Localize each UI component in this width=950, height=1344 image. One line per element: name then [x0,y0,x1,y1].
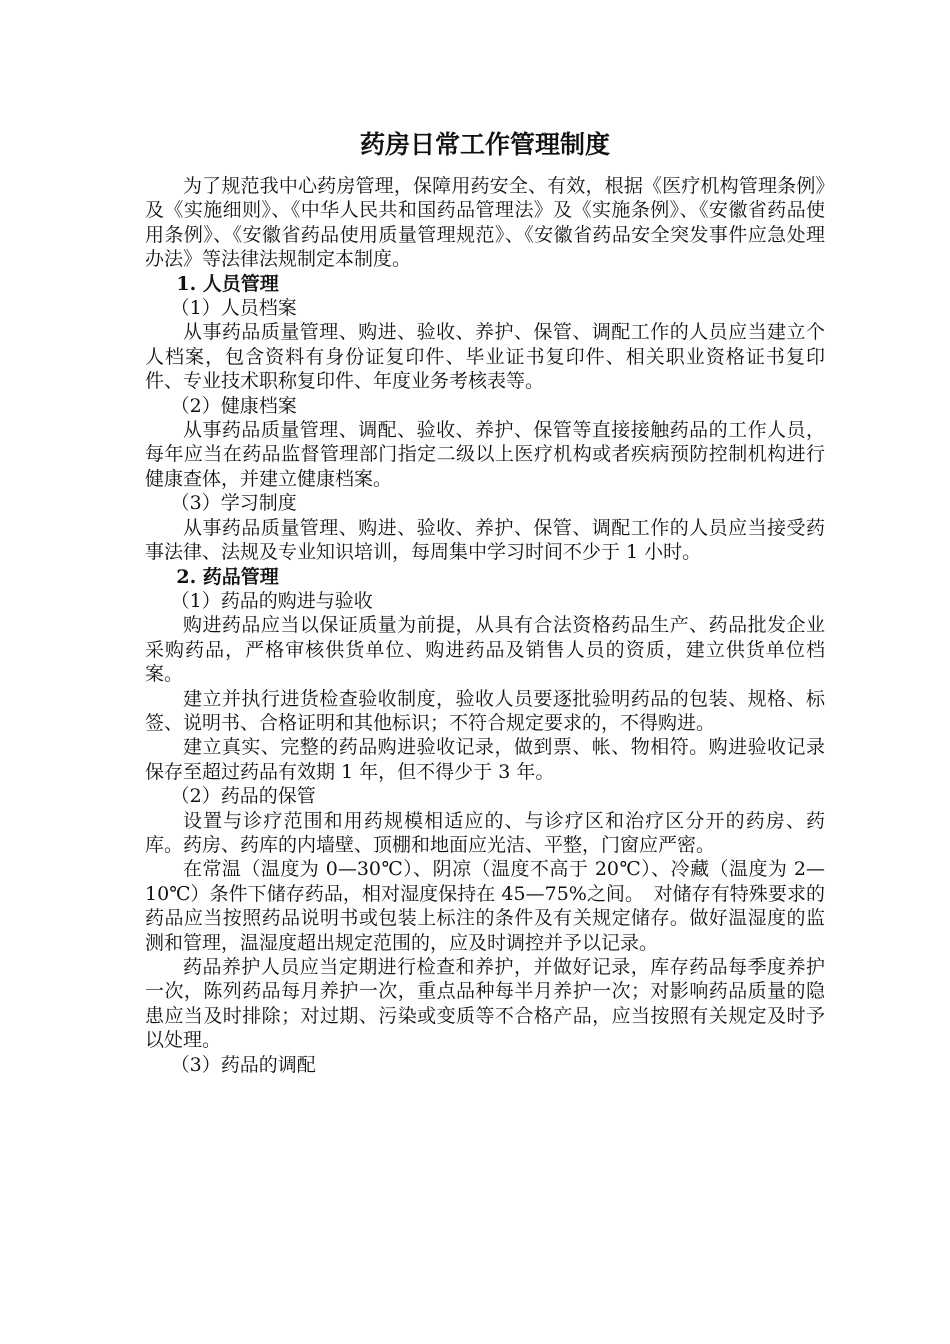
paragraph: 设置与诊疗范围和用药规模相适应的、与诊疗区和治疗区分开的药房、药库。药房、药库的内墙壁、顶棚和地面应光洁、平整，门窗应严密。 [145,809,825,856]
paragraph: 从事药品质量管理、购进、验收、养护、保管、调配工作的人员应当接受药事法律、法规及专业知识培训，每周集中学习时间不少于 1 小时。 [145,516,825,564]
subsection-heading-personnel-records: （1）人员档案 [170,297,297,320]
subsection-heading-storage: （2）药品的保管 [170,785,316,808]
paragraph: 建立真实、完整的药品购进验收记录，做到票、帐、物相符。购进验收记录保存至超过药品有效期 1 年，但不得少于 3 年。 [145,736,825,783]
subsection-heading-dispensing: （3）药品的调配 [170,1053,316,1076]
paragraph: 药品养护人员应当定期进行检查和养护，并做好记录，库存药品每季度养护一次，陈列药品每月养护一次，重点品种每半月养护一次；对影响药品质量的隐患应当及时排除；对过期、污染或变质等不合格产品，应当按照有关规定及时予以处理。 [145,956,825,1052]
intro-paragraph: 为了规范我中心药房管理，保障用药安全、有效，根据《医疗机构管理条例》及《实施细则》、《中华人民共和国药品管理法》及《实施条例》、《安徽省药品使用条例》、《安徽省药品使用质量管理规范》、《安徽省药品安全突发事件应急处理办法》等法律法规制定本制度。 [145,175,825,271]
document-page [145,128,825,1077]
subsection-heading-study-system: （3）学习制度 [170,492,297,515]
paragraph: 建立并执行进货检查验收制度，验收人员要逐批验明药品的包装、规格、标签、说明书、合格证明和其他标识；不符合规定要求的，不得购进。 [145,687,825,734]
subsection-heading-purchase-acceptance: （1）药品的购进与验收 [170,589,373,612]
section-heading-personnel: 1. 人员管理 [176,272,279,295]
subsection-heading-health-records: （2）健康档案 [170,394,297,417]
section-heading-drug-management: 2. 药品管理 [176,565,279,588]
paragraph: 在常温（温度为 0—30℃）、阴凉（温度不高于 20℃）、冷藏（温度为 2—10℃）条件下储存药品，相对湿度保持在 45—75%之间。 对储存有特殊要求的药品应当按照药品说明书或包装上标注的条件及有关规定储存。做好温湿度的监测和管理，温湿度超出规定范围的，应及时调控并予以记录。 [145,858,825,954]
paragraph: 从事药品质量管理、购进、验收、养护、保管、调配工作的人员应当建立个人档案，包含资料有身份证复印件、毕业证书复印件、相关职业资格证书复印件、专业技术职称复印件、年度业务考核表等。 [145,321,825,393]
document-title: 药房日常工作管理制度 [359,130,610,159]
paragraph: 购进药品应当以保证质量为前提，从具有合法资格药品生产、药品批发企业采购药品，严格审核供货单位、购进药品及销售人员的资质，建立供货单位档案。 [145,614,825,686]
paragraph: 从事药品质量管理、调配、验收、养护、保管等直接接触药品的工作人员，每年应当在药品监督管理部门指定二级以上医疗机构或者疾病预防控制机构进行健康查体，并建立健康档案。 [145,419,825,490]
